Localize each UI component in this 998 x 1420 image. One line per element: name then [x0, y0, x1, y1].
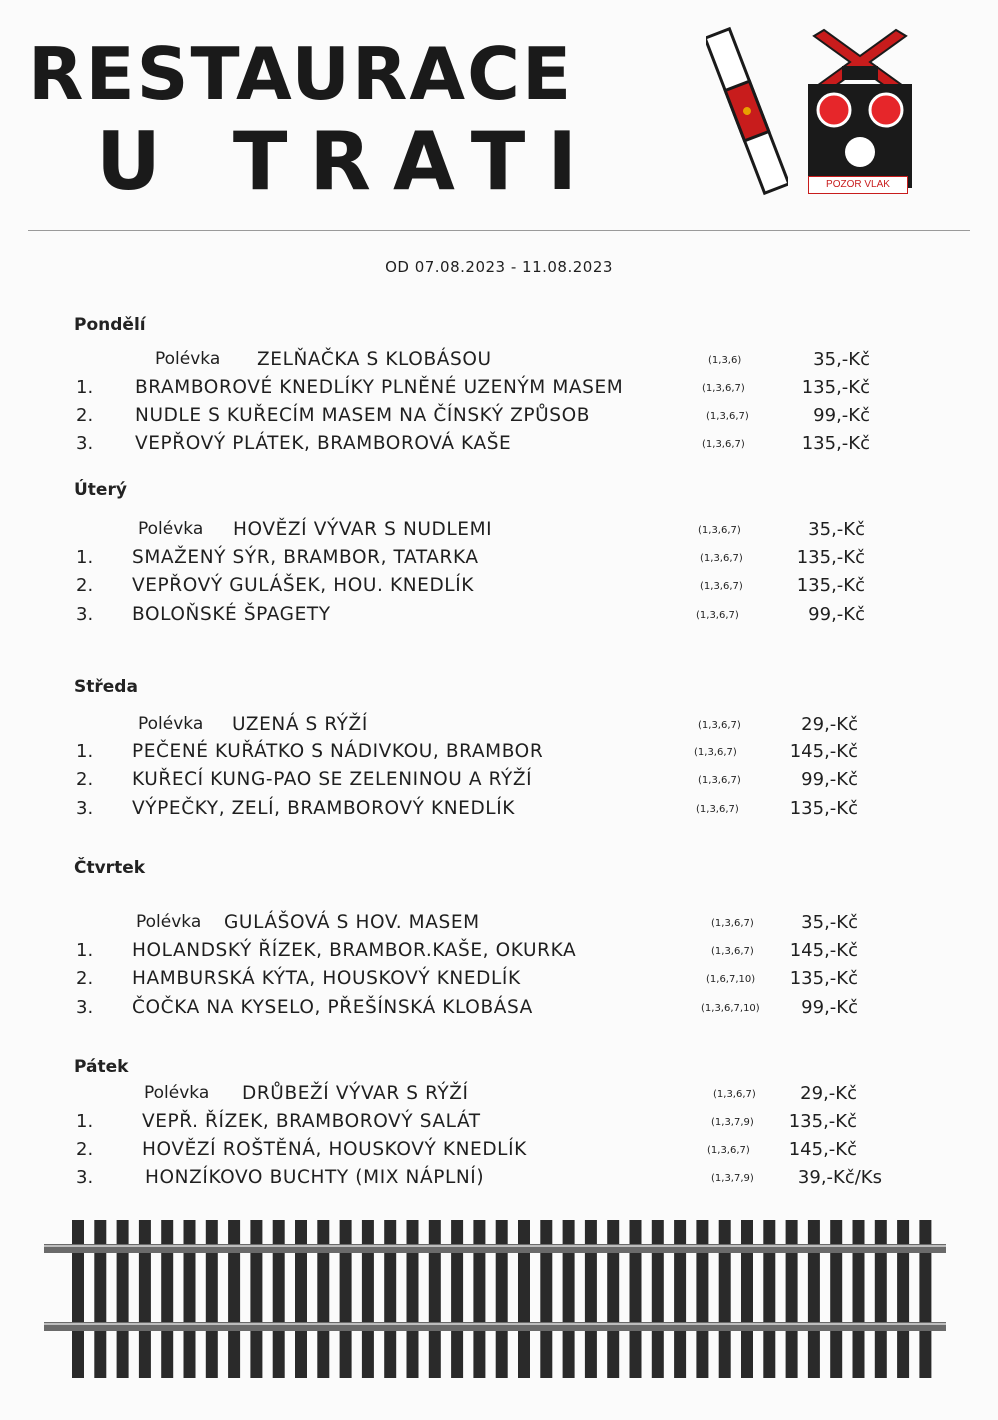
dish-name: VEPŘOVÝ PLÁTEK, BRAMBOROVÁ KAŠE	[135, 433, 512, 454]
track-sleeper	[473, 1220, 485, 1378]
dish-name: PEČENÉ KUŘÁTKO S NÁDIVKOU, BRAMBOR	[132, 741, 544, 762]
track-sleeper	[540, 1220, 552, 1378]
dish-row	[0, 741, 998, 769]
header-divider	[28, 230, 970, 231]
soup-row	[0, 1083, 998, 1111]
track-sleeper	[875, 1220, 887, 1378]
track-sleeper	[451, 1220, 463, 1378]
soup-name: UZENÁ S RÝŽÍ	[232, 714, 368, 735]
allergens: (1,3,6,7)	[698, 775, 741, 786]
dish-row	[0, 798, 998, 826]
track-sleeper	[228, 1220, 240, 1378]
track-sleeper	[696, 1220, 708, 1378]
soup-row	[0, 912, 998, 940]
soup-row	[0, 714, 998, 742]
track-sleeper	[161, 1220, 173, 1378]
track-sleeper	[384, 1220, 396, 1378]
allergens: (1,3,6,7)	[706, 411, 749, 422]
track-sleeper	[919, 1220, 931, 1378]
track-sleeper	[763, 1220, 775, 1378]
price: 135,-Kč	[801, 433, 870, 454]
day-heading-friday: Pátek	[74, 1057, 129, 1077]
allergens: (1,3,6,7)	[700, 581, 743, 592]
dish-row	[0, 433, 998, 461]
day-heading-monday: Pondělí	[74, 315, 146, 335]
allergens: (1,3,6,7)	[700, 553, 743, 564]
track-sleeper	[407, 1220, 419, 1378]
dish-number: 1.	[76, 940, 94, 961]
restaurant-title-line2: U TRATI	[96, 115, 600, 208]
dish-name: HONZÍKOVO BUCHTY (MIX NÁPLNÍ)	[145, 1167, 485, 1188]
track-sleeper	[630, 1220, 642, 1378]
track-sleeper	[429, 1220, 441, 1378]
price: 99,-Kč	[801, 997, 858, 1018]
track-sleeper	[563, 1220, 575, 1378]
dish-number: 1.	[76, 1111, 94, 1132]
allergens: (1,3,6,7)	[713, 1089, 756, 1100]
track-sleeper	[585, 1220, 597, 1378]
soup-label: Polévka	[144, 1083, 210, 1103]
dish-name: VEPŘOVÝ GULÁŠEK, HOU. KNEDLÍK	[132, 575, 474, 596]
dish-name: BOLOŇSKÉ ŠPAGETY	[132, 604, 331, 625]
track-rail-highlight	[44, 1323, 946, 1325]
price: 99,-Kč	[801, 769, 858, 790]
dish-row	[0, 769, 998, 797]
allergens: (1,3,6,7)	[711, 946, 754, 957]
price: 135,-Kč	[796, 575, 865, 596]
allergens: (1,3,6)	[708, 355, 742, 366]
railway-crossing-signal-icon	[800, 26, 920, 198]
price: 145,-Kč	[788, 1139, 857, 1160]
dish-name: HOVĚZÍ ROŠTĚNÁ, HOUSKOVÝ KNEDLÍK	[142, 1139, 527, 1160]
soup-name: GULÁŠOVÁ S HOV. MASEM	[224, 912, 480, 933]
soup-label: Polévka	[155, 349, 221, 369]
track-sleeper	[139, 1220, 151, 1378]
soup-name: HOVĚZÍ VÝVAR S NUDLEMI	[233, 519, 493, 540]
dish-number: 2.	[76, 968, 94, 989]
price: 39,-Kč/Ks	[797, 1167, 882, 1188]
dish-number: 3.	[76, 604, 94, 625]
track-sleeper	[830, 1220, 842, 1378]
dish-name: ČOČKA NA KYSELO, PŘEŠÍNSKÁ KLOBÁSA	[132, 997, 533, 1018]
dish-number: 2.	[76, 1139, 94, 1160]
price: 135,-Kč	[801, 377, 870, 398]
price: 29,-Kč	[800, 1083, 857, 1104]
dish-row	[0, 1167, 998, 1195]
price: 29,-Kč	[801, 714, 858, 735]
dish-row	[0, 405, 998, 433]
price: 135,-Kč	[789, 968, 858, 989]
dish-name: HAMBURSKÁ KÝTA, HOUSKOVÝ KNEDLÍK	[132, 968, 521, 989]
price: 135,-Kč	[789, 798, 858, 819]
day-heading-thursday: Čtvrtek	[74, 858, 146, 878]
price: 99,-Kč	[808, 604, 865, 625]
price: 35,-Kč	[813, 349, 870, 370]
dish-number: 3.	[76, 1167, 94, 1188]
dish-row	[0, 377, 998, 405]
dish-number: 3.	[76, 798, 94, 819]
track-sleeper	[273, 1220, 285, 1378]
allergens: (1,3,6,7)	[702, 383, 745, 394]
day-heading-tuesday: Úterý	[74, 480, 127, 500]
track-sleeper	[184, 1220, 196, 1378]
dish-row	[0, 997, 998, 1025]
dish-row	[0, 968, 998, 996]
allergens: (1,3,6,7)	[698, 525, 741, 536]
allergens: (1,3,6,7)	[707, 1145, 750, 1156]
allergens: (1,3,6,7)	[698, 720, 741, 731]
soup-label: Polévka	[136, 912, 202, 932]
track-sleeper	[295, 1220, 307, 1378]
dish-name: HOLANDSKÝ ŘÍZEK, BRAMBOR.KAŠE, OKURKA	[132, 940, 577, 961]
track-sleeper	[518, 1220, 530, 1378]
price: 145,-Kč	[789, 940, 858, 961]
dish-number: 3.	[76, 433, 94, 454]
warning-sign-text: POZOR VLAK	[808, 176, 908, 194]
dish-row	[0, 1139, 998, 1167]
track-sleeper	[117, 1220, 129, 1378]
track-sleeper	[206, 1220, 218, 1378]
price: 35,-Kč	[808, 519, 865, 540]
allergens: (1,3,7,9)	[711, 1117, 754, 1128]
soup-label: Polévka	[138, 714, 204, 734]
dish-row	[0, 940, 998, 968]
dish-number: 3.	[76, 997, 94, 1018]
track-sleeper	[853, 1220, 865, 1378]
dish-row	[0, 1111, 998, 1139]
dish-name: SMAŽENÝ SÝR, BRAMBOR, TATARKA	[132, 547, 479, 568]
price: 135,-Kč	[788, 1111, 857, 1132]
track-sleeper	[741, 1220, 753, 1378]
soup-name: ZELŇAČKA S KLOBÁSOU	[257, 349, 492, 370]
dish-number: 1.	[76, 377, 94, 398]
dish-number: 1.	[76, 547, 94, 568]
soup-row	[0, 349, 998, 377]
price: 99,-Kč	[813, 405, 870, 426]
soup-row	[0, 519, 998, 547]
track-sleeper	[340, 1220, 352, 1378]
track-sleeper	[94, 1220, 106, 1378]
dish-name: BRAMBOROVÉ KNEDLÍKY PLNĚNÉ UZENÝM MASEM	[135, 377, 624, 398]
allergens: (1,3,6,7)	[696, 804, 739, 815]
dish-name: VEPŘ. ŘÍZEK, BRAMBOROVÝ SALÁT	[142, 1111, 481, 1132]
dish-name: KUŘECÍ KUNG-PAO SE ZELENINOU A RÝŽÍ	[132, 769, 533, 790]
allergens: (1,3,6,7)	[711, 918, 754, 929]
day-heading-wednesday: Středa	[74, 677, 138, 697]
allergens: (1,3,6,7)	[702, 439, 745, 450]
dish-row	[0, 547, 998, 575]
allergens: (1,6,7,10)	[706, 974, 756, 985]
dish-row	[0, 575, 998, 603]
allergens: (1,3,6,7,10)	[701, 1003, 760, 1014]
dish-number: 2.	[76, 405, 94, 426]
dish-number: 1.	[76, 741, 94, 762]
track-sleeper	[652, 1220, 664, 1378]
track-sleeper	[362, 1220, 374, 1378]
allergens: (1,3,7,9)	[711, 1173, 754, 1184]
track-sleeper	[897, 1220, 909, 1378]
railway-track-icon	[44, 1216, 946, 1382]
soup-name: DRŮBEŽÍ VÝVAR S RÝŽÍ	[242, 1083, 469, 1104]
track-sleeper	[607, 1220, 619, 1378]
track-sleeper	[786, 1220, 798, 1378]
track-sleeper	[496, 1220, 508, 1378]
soup-label: Polévka	[138, 519, 204, 539]
dish-name: NUDLE S KUŘECÍM MASEM NA ČÍNSKÝ ZPŮSOB	[135, 405, 591, 426]
dish-row	[0, 604, 998, 632]
track-sleeper	[674, 1220, 686, 1378]
price: 35,-Kč	[801, 912, 858, 933]
allergens: (1,3,6,7)	[696, 610, 739, 621]
dish-number: 2.	[76, 769, 94, 790]
track-sleeper	[719, 1220, 731, 1378]
restaurant-title-line1: RESTAURACE	[28, 32, 574, 116]
date-range: OD 07.08.2023 - 11.08.2023	[385, 258, 613, 276]
dish-name: VÝPEČKY, ZELÍ, BRAMBOROVÝ KNEDLÍK	[132, 798, 516, 819]
dish-number: 2.	[76, 575, 94, 596]
track-sleeper	[317, 1220, 329, 1378]
track-rail-highlight	[44, 1245, 946, 1247]
price: 135,-Kč	[796, 547, 865, 568]
track-sleeper	[72, 1220, 84, 1378]
price: 145,-Kč	[789, 741, 858, 762]
crossing-barrier-icon	[706, 26, 788, 196]
allergens: (1,3,6,7)	[694, 747, 737, 758]
track-sleeper	[808, 1220, 820, 1378]
track-sleeper	[250, 1220, 262, 1378]
